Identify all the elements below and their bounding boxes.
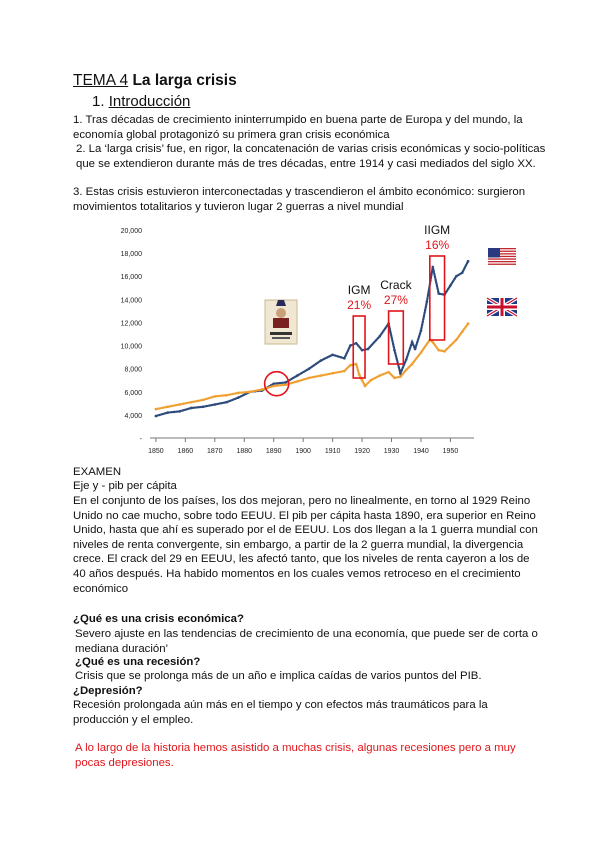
data-point-uk	[405, 369, 408, 372]
data-point-usa	[178, 410, 181, 413]
series-line-usa	[156, 261, 468, 416]
y-tick-label: 18,000	[120, 251, 142, 259]
data-point-usa	[225, 401, 228, 404]
data-point-uk	[284, 384, 287, 387]
x-tick-label: 1950	[442, 448, 459, 455]
data-point-uk	[443, 350, 446, 353]
question-recession: ¿Qué es una recesión?	[75, 656, 201, 668]
data-point-usa	[331, 354, 334, 357]
y-tick-label: 12,000	[120, 320, 142, 328]
data-point-usa	[461, 271, 464, 274]
y-tick-label: 20,000	[120, 228, 142, 235]
poster-caption-bar-2	[272, 337, 290, 339]
usa-flag-stripe	[488, 261, 516, 262]
data-point-usa	[467, 260, 470, 263]
crisis-label-3: IIGM	[424, 223, 451, 237]
answer-recession: Crisis que se prolonga más de un año e implica caídas de varios puntos del PIB.	[75, 670, 482, 682]
data-point-usa	[455, 275, 458, 278]
data-point-usa	[296, 374, 299, 377]
poster-face	[276, 308, 286, 318]
data-point-uk	[431, 341, 434, 344]
data-point-usa	[426, 300, 429, 303]
answer-depression: Recesión prolongada aún más en el tiempo y con efectos más traumáticos para la producción y el empleo.	[73, 699, 488, 726]
exam-label: EXAMEN	[73, 466, 122, 478]
data-point-uk	[411, 363, 414, 366]
uk-flag-icon	[487, 298, 517, 316]
axis-note: Eje y - pib per cápita	[73, 480, 177, 492]
x-tick-label: 1850	[148, 448, 164, 455]
data-point-usa	[431, 266, 434, 269]
poster-body	[273, 318, 289, 328]
data-point-usa	[449, 284, 452, 287]
data-point-uk	[320, 374, 323, 377]
x-tick-label: 1920	[354, 448, 370, 455]
data-point-uk	[331, 372, 334, 375]
data-point-usa	[166, 411, 169, 414]
x-tick-label: 1930	[383, 448, 400, 455]
data-point-usa	[420, 329, 423, 332]
data-point-uk	[393, 377, 396, 380]
data-point-uk	[202, 399, 205, 402]
data-point-uk	[399, 375, 402, 378]
intro-paragraph-1: 1. Tras décadas de crecimiento ininterrumpido en buena parte de Europa y del mundo, la economía global protagonizó su primera gran crisis económica	[73, 114, 523, 141]
data-point-uk	[249, 390, 252, 393]
x-tick-label: 1880	[236, 448, 253, 455]
data-point-usa	[343, 357, 346, 360]
data-point-usa	[349, 344, 352, 347]
data-point-usa	[411, 341, 414, 344]
y-tick-label: 16,000	[120, 274, 142, 282]
data-point-usa	[367, 348, 370, 351]
usa-flag-stripe	[488, 264, 516, 265]
closing-statement: A lo largo de la historia hemos asistido a muchas crisis, algunas recesiones pero a muy pocas depresiones.	[75, 742, 516, 769]
data-point-uk	[364, 385, 367, 388]
data-point-uk	[449, 344, 452, 347]
data-point-usa	[437, 292, 440, 295]
intro-paragraph-3: 3. Estas crisis estuvieron interconectadas y trascendieron el ámbito económico: surgieron movimientos totalitarios y tuvieron lugar 2 guerras a nivel mundial	[73, 186, 526, 213]
x-tick-label: 1890	[265, 448, 282, 455]
data-point-uk	[370, 379, 373, 382]
y-tick-label: 4,000	[124, 412, 142, 420]
exam-notes: En el conjunto de los países, los dos mejoran, pero no linealmente, en torno al 1929 Reino Unido no cae mucho, sobre todo EEUU. El pib per cápita hasta 1890, era superior en Reino Unido, hasta que ahí es superado por el de EEUU. Los dos llegan a la 1 guerra mundial con niveles de renta convergente, sin embargo, a partir de la 2 guerra mundial, la divergencia crece. El crack del 29 en EEUU, les afectó tanto, que los niveles de renta cayeron a los de 40 años después. Ha habido momentos en los cuales vemos retroceso en el crecimiento económico	[73, 495, 538, 595]
usa-flag-canton	[488, 248, 500, 258]
data-point-usa	[214, 403, 217, 406]
x-tick-label: 1940	[413, 448, 429, 455]
poster-image	[265, 300, 297, 344]
question-depression: ¿Depresión?	[73, 685, 143, 697]
usa-flag-icon	[488, 248, 516, 266]
section-title: Introducción	[108, 93, 191, 110]
answer-crisis: Severo ajuste en las tendencias de crecimiento de una economía, que puede ser de corta o mediana duración’	[75, 628, 538, 655]
data-point-usa	[308, 367, 311, 370]
crisis-label-2: Crack	[380, 278, 412, 292]
x-tick-label: 1860	[177, 448, 194, 455]
data-point-usa	[190, 407, 193, 410]
data-point-uk	[343, 370, 346, 373]
data-point-uk	[378, 374, 381, 377]
y-tick-label: 14,000	[120, 297, 142, 305]
data-point-uk	[190, 401, 193, 404]
data-point-usa	[320, 359, 323, 362]
data-point-uk	[225, 394, 228, 397]
topic-number: TEMA 4	[73, 72, 129, 89]
data-point-usa	[155, 415, 158, 418]
x-tick-label: 1870	[207, 448, 223, 455]
data-point-uk	[166, 406, 169, 409]
data-point-usa	[237, 396, 240, 399]
data-point-uk	[455, 338, 458, 341]
data-point-uk	[355, 363, 358, 366]
data-point-uk	[361, 379, 364, 382]
uk-flag-cross-h-red	[487, 306, 517, 309]
data-point-uk	[420, 351, 423, 354]
data-point-uk	[467, 322, 470, 325]
data-point-uk	[178, 403, 181, 406]
data-point-usa	[202, 406, 205, 409]
data-point-usa	[272, 382, 275, 385]
data-point-uk	[437, 349, 440, 352]
data-point-uk	[155, 408, 158, 411]
data-point-usa	[414, 348, 417, 351]
intro-paragraph-2: 2. La ‘larga crisis’ fue, en rigor, la concatenación de varias crisis económicas y socio-políticas que se extendieron durante más de tres décadas, entre 1914 y casi mediados del siglo XX.	[76, 143, 546, 170]
topic-title: La larga crisis	[132, 72, 237, 89]
data-point-usa	[378, 335, 381, 338]
crisis-value-3: 16%	[425, 238, 450, 252]
data-point-usa	[355, 342, 358, 345]
data-point-uk	[358, 373, 361, 376]
section-number: 1.	[92, 93, 105, 110]
y-tick-label: -	[139, 436, 142, 443]
y-tick-label: 10,000	[120, 343, 142, 351]
usa-flag-stripe	[488, 258, 516, 259]
data-point-uk	[387, 371, 390, 374]
data-point-uk	[272, 385, 275, 388]
data-point-usa	[361, 349, 364, 352]
data-point-usa	[405, 358, 408, 361]
crisis-value-2: 27%	[383, 293, 408, 307]
data-point-usa	[399, 372, 402, 375]
x-tick-label: 1900	[295, 448, 311, 455]
data-point-uk	[296, 380, 299, 383]
crisis-label-1: IGM	[347, 283, 371, 297]
y-tick-label: 6,000	[124, 389, 142, 397]
question-crisis: ¿Qué es una crisis económica?	[73, 613, 244, 625]
data-point-uk	[461, 330, 464, 333]
data-point-uk	[237, 392, 240, 395]
data-point-uk	[214, 395, 217, 398]
data-point-usa	[393, 349, 396, 352]
poster-caption-bar	[270, 332, 292, 335]
data-point-uk	[308, 377, 311, 380]
x-tick-label: 1910	[324, 448, 341, 455]
y-tick-label: 8,000	[124, 366, 142, 374]
crisis-value-1: 21%	[347, 298, 372, 312]
data-point-uk	[349, 364, 352, 367]
data-point-uk	[261, 388, 264, 391]
